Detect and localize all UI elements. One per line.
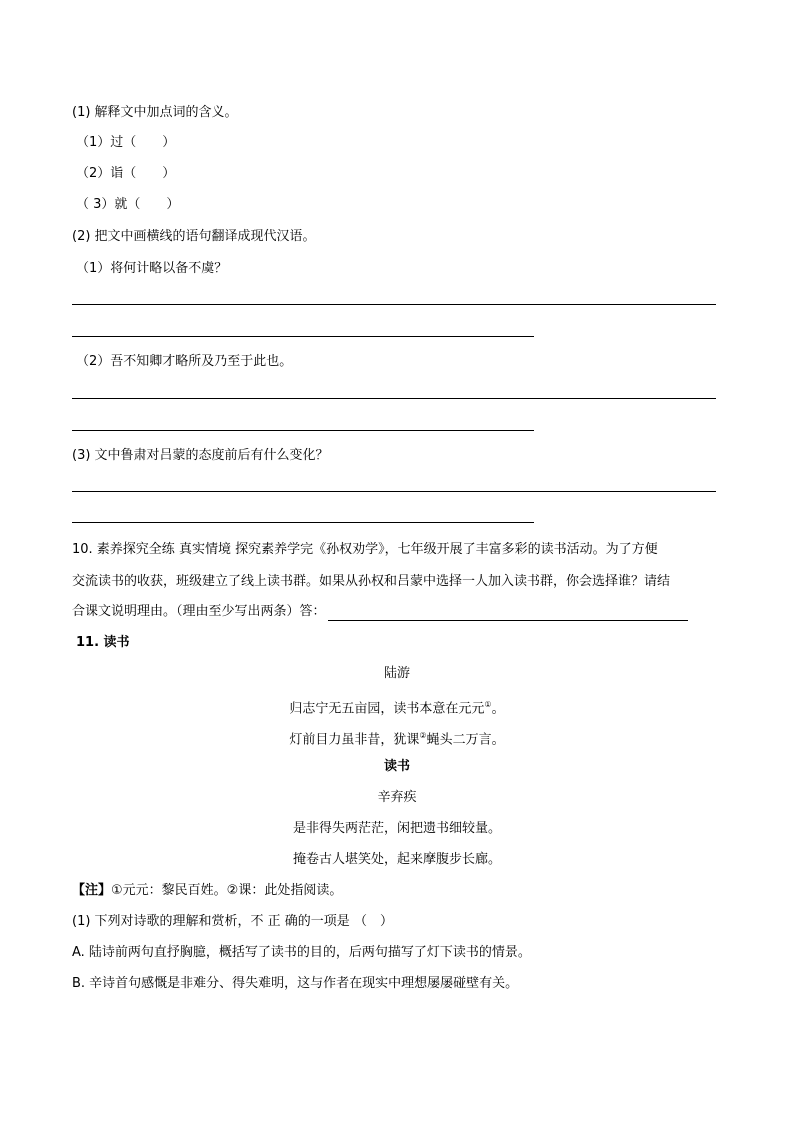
poem-2-line-1: 是非得失两茫茫，闲把遗书细较量。 bbox=[292, 821, 501, 836]
answer-line[interactable] bbox=[72, 522, 534, 523]
answer-line[interactable] bbox=[72, 398, 716, 399]
footnote-marker: ② bbox=[419, 731, 427, 740]
question-3-title: (3) 文中鲁肃对吕蒙的态度前后有什么变化？ bbox=[72, 448, 329, 463]
answer-line[interactable] bbox=[328, 608, 688, 621]
annotation-text: ①元元：黎民百姓。②课：此处指阅读。 bbox=[111, 883, 343, 898]
question-10-line-3 bbox=[72, 603, 688, 621]
question-1-item-1: （1）过（ ） bbox=[76, 135, 176, 150]
option-b: B. 辛诗首句感慨是非难分、得失难明，这与作者在现实中理想屡屡碰壁有关。 bbox=[72, 976, 519, 991]
question-10-line-1: 10. 素养探究全练 真实情境 探究素养学完《孙权劝学》，七年级开展了丰富多彩的读书活动。为了方便 bbox=[72, 542, 658, 557]
poem-1-line-1 bbox=[0, 696, 794, 718]
option-a: A. 陆诗前两句直抒胸臆，概括写了读书的目的，后两句描写了灯下读书的情景。 bbox=[72, 945, 531, 960]
question-10-line-2: 交流读书的收获，班级建立了线上读书群。如果从孙权和吕蒙中选择一人加入读书群，你会选择谁？请结 bbox=[72, 574, 671, 589]
poem-2-line-2: 掩卷古人堪笑处，起来摩腹步长廊。 bbox=[292, 852, 501, 867]
question-11-label: 11. 读书 bbox=[76, 635, 130, 650]
poem-1-line-2-text: 灯前目力虽非昔，犹课 bbox=[289, 732, 420, 748]
answer-line[interactable] bbox=[72, 491, 716, 492]
question-2-title: (2) 把文中画横线的语句翻译成现代汉语。 bbox=[72, 229, 316, 244]
answer-line[interactable] bbox=[72, 336, 534, 337]
poem-1-line-2-end: 蝇头二万言。 bbox=[426, 732, 505, 748]
question-1-item-3: （ 3）就（ ） bbox=[76, 197, 180, 212]
question-11-sub-1: (1) 下列对诗歌的理解和赏析，不 正 确的一项是 （ ） bbox=[72, 914, 393, 929]
poem-1-line-1-end: 。 bbox=[491, 701, 505, 717]
poem-1-line-2 bbox=[0, 727, 794, 749]
poem-2-author: 辛弃疾 bbox=[377, 790, 417, 805]
question-2-sentence-2: （2）吾不知卿才略所及乃至于此也。 bbox=[76, 354, 293, 369]
question-10-prompt: 合课文说明理由。（理由至少写出两条）答： bbox=[72, 604, 326, 619]
footnote-marker: ① bbox=[484, 700, 492, 709]
question-2-sentence-1: （1）将何计略以备不虞？ bbox=[76, 261, 228, 276]
question-1-item-2: （2）诣（ ） bbox=[76, 166, 176, 181]
poem-1-line-1-text: 归志宁无五亩园，读书本意在元元 bbox=[289, 701, 485, 717]
answer-line[interactable] bbox=[72, 304, 716, 305]
answer-line[interactable] bbox=[72, 430, 534, 431]
poem-1-author: 陆游 bbox=[383, 666, 410, 681]
annotation-label: 【注】 bbox=[72, 883, 112, 898]
poem-2-title: 读书 bbox=[383, 759, 410, 774]
question-1-title: (1) 解释文中加点词的含义。 bbox=[72, 105, 238, 120]
annotation bbox=[72, 882, 342, 900]
